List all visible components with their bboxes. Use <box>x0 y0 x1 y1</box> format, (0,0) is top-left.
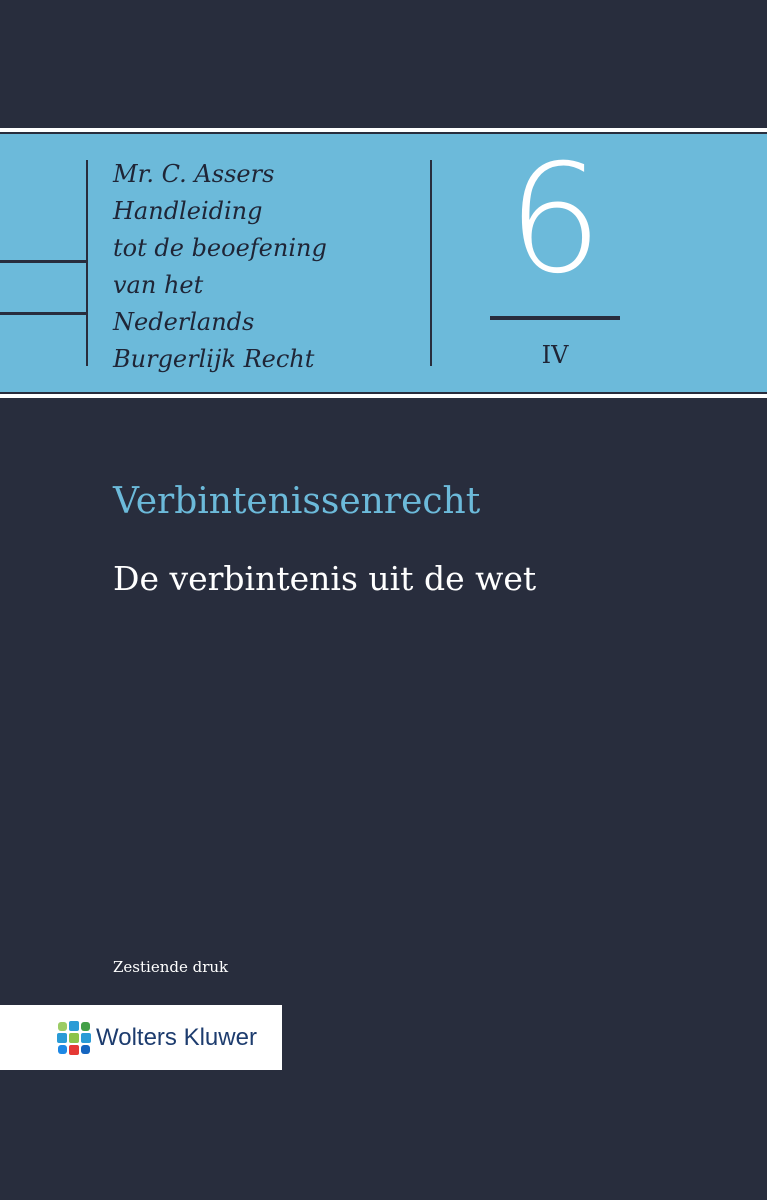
volume-part: IV <box>541 341 569 369</box>
series-title-line: Mr. C. Assers <box>113 160 275 188</box>
band-left-rule-upper <box>0 260 87 263</box>
wolters-kluwer-logo-icon <box>56 1020 92 1056</box>
band-top-rule <box>0 128 767 132</box>
publisher-name: Wolters Kluwer <box>96 1024 257 1051</box>
series-title <box>113 156 327 378</box>
band-vertical-divider-left <box>86 160 88 366</box>
band-bottom-rule <box>0 394 767 398</box>
series-title-line: Handleiding <box>113 197 263 225</box>
publisher-logo-box <box>0 1005 282 1070</box>
series-title-line: tot de beoefening <box>113 234 327 262</box>
band-vertical-divider-middle <box>430 160 432 366</box>
series-title-line: Nederlands <box>113 308 255 336</box>
book-title: De verbintenis uit de wet <box>113 559 537 598</box>
volume-number: 6 <box>507 133 603 307</box>
edition-label: Zestiende druk <box>113 958 229 976</box>
volume-rule <box>490 316 620 320</box>
series-band <box>0 134 767 392</box>
band-left-rule-lower <box>0 312 87 315</box>
series-title-line: Burgerlijk Recht <box>113 345 315 373</box>
series-title-line: van het <box>113 271 204 299</box>
subject-heading: Verbintenissenrecht <box>113 481 481 522</box>
